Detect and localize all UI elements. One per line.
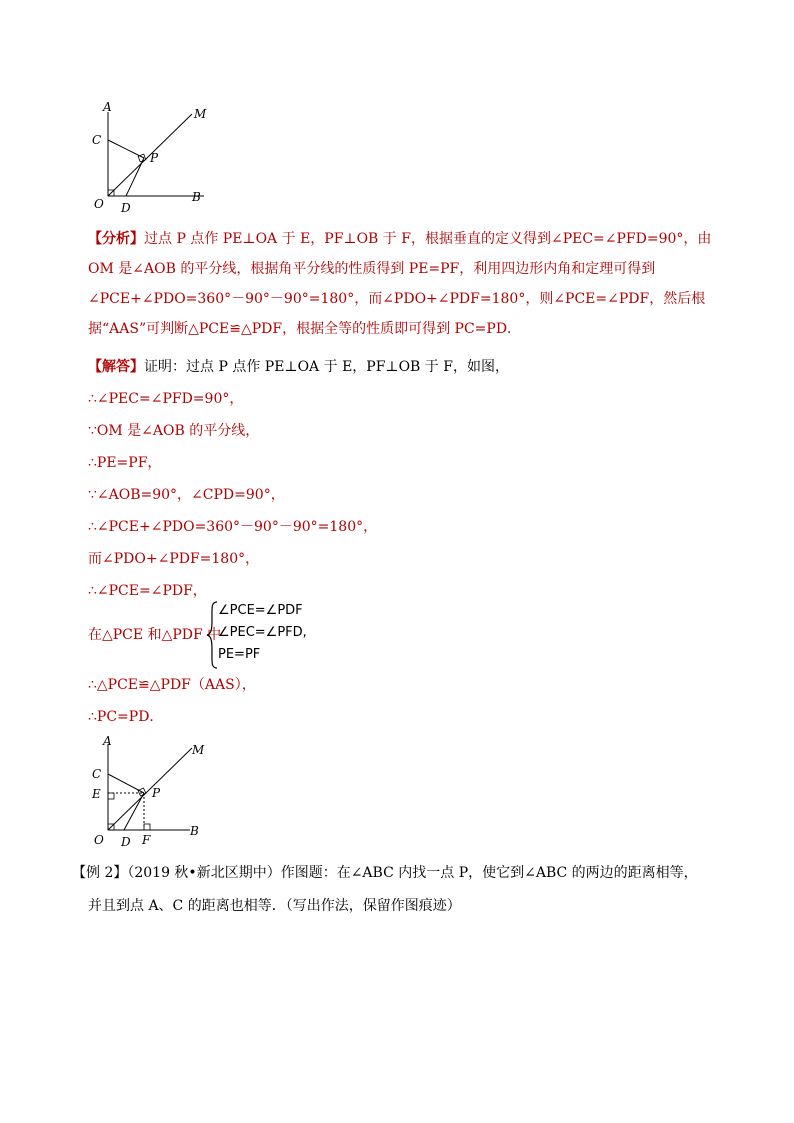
system-lead: 在△PCE 和△PDF 中 bbox=[88, 627, 222, 643]
label-d: D bbox=[121, 201, 131, 215]
conclusion-line-2: ∴PC=PD． bbox=[88, 709, 164, 725]
label-o: O bbox=[94, 197, 104, 211]
label-a: A bbox=[103, 736, 112, 748]
equation-system bbox=[88, 598, 388, 674]
figure-2 bbox=[88, 736, 228, 858]
label-c: C bbox=[92, 767, 102, 781]
solution-line-3: ∴PE=PF， bbox=[88, 455, 162, 471]
right-angle-e bbox=[108, 793, 114, 799]
solution-intro-line bbox=[88, 356, 509, 376]
analysis-text: 过点 P 点作 PE⊥OA 于 E，PF⊥OB 于 F，根据垂直的定义得到∠PEC=∠PFD=90°，由 OM 是∠AOB 的平分线，根据角平分线的性质得到 PE=PF，利用四边形内角和定理可得到∠PCE+∠PDO=360°－90°－90°=180°，而∠PDO+∠PDF=180°，则∠PCE=∠PDF，然后根据“AAS”可判断△PCE≌△PDF，根据全等的性质即可得到 PC=PD． bbox=[88, 231, 712, 337]
label-p: P bbox=[150, 151, 159, 165]
label-b: B bbox=[192, 190, 201, 204]
label-m: M bbox=[194, 107, 207, 121]
solution-line-2: ∵OM 是∠AOB 的平分线， bbox=[88, 423, 260, 439]
label-d: D bbox=[121, 835, 131, 849]
analysis-tag: 【分析】 bbox=[88, 231, 144, 247]
system-line-3: PE=PF bbox=[218, 647, 261, 662]
solution-line-5: ∴∠PCE+∠PDO=360°－90°－90°=180°， bbox=[88, 519, 378, 535]
label-e: E bbox=[92, 787, 101, 801]
right-angle-f bbox=[144, 824, 150, 830]
system-line-2: ∠PEC=∠PFD, bbox=[218, 625, 307, 640]
solution-line-6: 而∠PDO+∠PDF=180°， bbox=[88, 551, 260, 567]
segment-pd bbox=[126, 158, 144, 196]
solution-line-1: ∴∠PEC=∠PFD=90°， bbox=[88, 391, 244, 407]
example-2-line-2: 并且到点 A、C 的距离也相等．（写出作法，保留作图痕迹） bbox=[88, 898, 461, 914]
ray-om bbox=[108, 748, 192, 830]
label-p: P bbox=[152, 786, 161, 800]
solution-line-7: ∴∠PCE=∠PDF， bbox=[88, 583, 207, 599]
label-m: M bbox=[192, 743, 205, 757]
figure-1-svg bbox=[88, 100, 228, 220]
solution-tag: 【解答】 bbox=[88, 359, 144, 375]
label-f: F bbox=[142, 833, 151, 847]
brace-icon bbox=[206, 600, 218, 670]
conclusion-line-1: ∴△PCE≌△PDF（AAS）， bbox=[88, 677, 256, 693]
solution-intro: 证明：过点 P 点作 PE⊥OA 于 E，PF⊥OB 于 F，如图， bbox=[144, 359, 509, 375]
example-2-line-1: 【例 2】（2019 秋•新北区期中）作图题：在∠ABC 内找一点 P，使它到∠ABC 的两边的距离相等， bbox=[72, 865, 698, 881]
analysis-paragraph bbox=[88, 224, 728, 344]
system-lines bbox=[218, 600, 307, 666]
label-o: O bbox=[94, 833, 104, 847]
system-line-1: ∠PCE=∠PDF bbox=[218, 603, 303, 618]
solution-line-4: ∵∠AOB=90°，∠CPD=90°， bbox=[88, 487, 285, 503]
label-b: B bbox=[190, 824, 199, 838]
figure-2-svg bbox=[88, 736, 228, 854]
label-c: C bbox=[92, 133, 102, 147]
figure-1 bbox=[88, 100, 228, 224]
segment-cp bbox=[108, 140, 144, 158]
label-a: A bbox=[103, 100, 112, 114]
